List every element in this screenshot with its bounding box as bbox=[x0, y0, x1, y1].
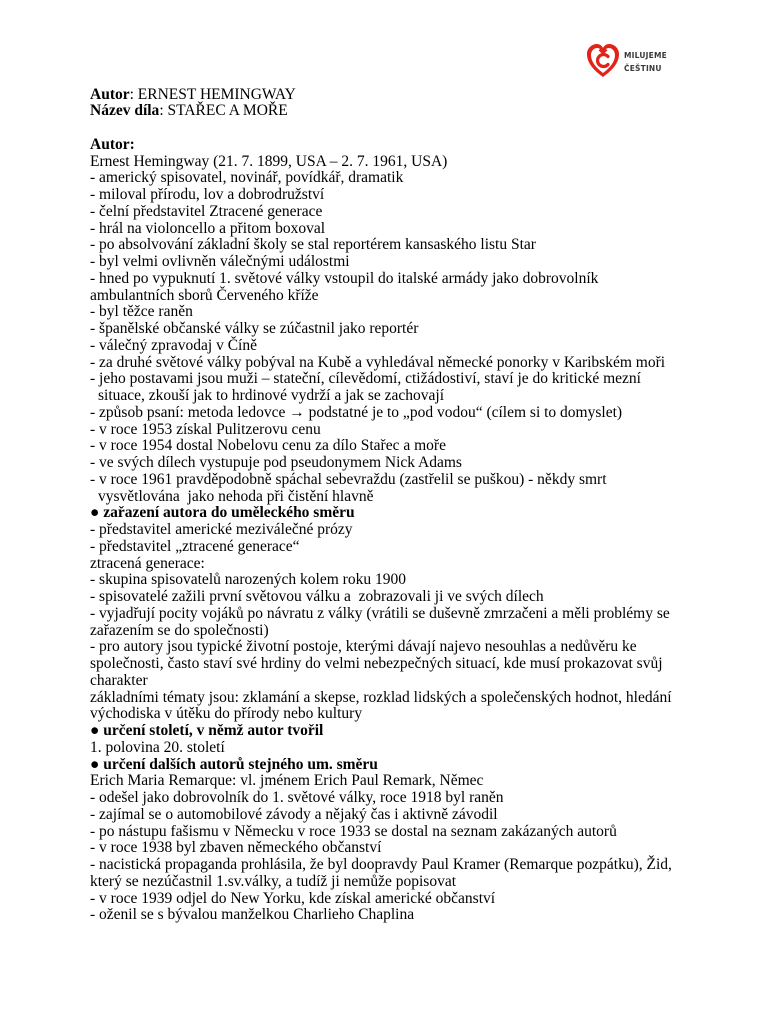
text-line: - v roce 1961 pravděpodobně spáchal sebevraždu (zastřelil se puškou) - někdy smrt bbox=[90, 470, 607, 488]
author-value: : ERNEST HEMINGWAY bbox=[129, 85, 296, 103]
text-line: - v roce 1939 odjel do New Yorku, kde získal americké občanství bbox=[90, 889, 496, 907]
text-line: - španělské občanské války se zúčastnil jako reportér bbox=[90, 320, 419, 338]
text-line: - po nástupu fašismu v Německu v roce 1933 se dostal na seznam zakázaných autorů bbox=[90, 822, 617, 840]
blank-line bbox=[90, 120, 730, 137]
text-line: - za druhé světové války pobýval na Kubě a vyhledával německé ponorky v Karibském moři bbox=[90, 353, 666, 371]
text-line: - v roce 1938 byl zbaven německého občanství bbox=[90, 839, 382, 857]
text-line: - miloval přírodu, lov a dobrodružství bbox=[90, 186, 325, 204]
title-label: Název díla bbox=[90, 102, 160, 120]
heart-logo-icon bbox=[586, 43, 620, 79]
text-line: - válečný zpravodaj v Číně bbox=[90, 336, 257, 354]
text-line: charakter bbox=[90, 671, 148, 689]
text-line: ztracená generace: bbox=[90, 554, 205, 572]
text-line: zařazením se do společnosti) bbox=[90, 621, 269, 639]
milujeme-cestinu-logo bbox=[586, 43, 696, 83]
text-line: - jeho postavami jsou muži – stateční, cílevědomí, ctižádostiví, staví je do kritické mezní bbox=[90, 370, 641, 388]
text-line: - čelní představitel Ztracené generace bbox=[90, 202, 323, 220]
text-line: - byl těžce raněn bbox=[90, 303, 193, 321]
text-line: - představitel „ztracené generace“ bbox=[90, 537, 300, 555]
text-line: - po absolvování základní školy se stal reportérem kansaského listu Star bbox=[90, 236, 536, 254]
text-line: - ve svých dílech vystupuje pod pseudonymem Nick Adams bbox=[90, 454, 462, 472]
section-heading: ● určení dalších autorů stejného um. směru bbox=[90, 755, 378, 773]
section-heading: ● zařazení autora do uměleckého směru bbox=[90, 504, 355, 522]
section-heading: ● určení století, v němž autor tvořil bbox=[90, 722, 324, 740]
text-line: - pro autory jsou typické životní postoje, kterými dávají najevo nesouhlas a nedůvěru ke bbox=[90, 638, 637, 656]
text-line: ambulantních sborů Červeného kříže bbox=[90, 286, 319, 304]
text-line: - spisovatelé zažili první světovou válku a zobrazovali ji ve svých dílech bbox=[90, 588, 544, 606]
document-page bbox=[90, 87, 730, 925]
text-line: - hrál na violoncello a přitom boxoval bbox=[90, 219, 326, 237]
text-line: - americký spisovatel, novinář, povídkář, dramatik bbox=[90, 169, 404, 187]
text-line: Erich Maria Remarque: vl. jménem Erich Paul Remark, Němec bbox=[90, 772, 484, 790]
logo-text-line2: ČEŠTINU bbox=[624, 64, 662, 73]
text-line: společnosti, často staví své hrdiny do velmi nebezpečných situací, kde musí prokazovat svůj bbox=[90, 655, 663, 673]
text-line: který se nezúčastnil 1.sv.války, a tudíž ji nemůže popisovat bbox=[90, 872, 457, 890]
text-line: vysvětlována jako nehoda při čistění hlavně bbox=[98, 487, 374, 505]
title-line bbox=[90, 103, 730, 120]
text-line: - vyjadřují pocity vojáků po návratu z války (vrátili se duševně zmrzačeni a měli problémy se bbox=[90, 604, 670, 622]
text-line: 1. polovina 20. století bbox=[90, 738, 225, 756]
logo-text-line1: MILUJEME bbox=[624, 51, 667, 60]
text-line: - oženil se s bývalou manželkou Charlieho Chaplina bbox=[90, 906, 415, 924]
text-line: - skupina spisovatelů narozených kolem roku 1900 bbox=[90, 571, 406, 589]
text-line: základními tématy jsou: zklamání a skepse, rozklad lidských a společenských hodnot, hledání bbox=[90, 688, 672, 706]
author-label: Autor bbox=[90, 85, 130, 103]
text-line: - zajímal se o automobilové závody a nějaký čas i aktivně závodil bbox=[90, 805, 498, 823]
text-line: východiska v útěku do přírody nebo kultury bbox=[90, 705, 363, 723]
text-line: - v roce 1953 získal Pulitzerovu cenu bbox=[90, 420, 321, 438]
text-line: - v roce 1954 dostal Nobelovu cenu za dílo Stařec a moře bbox=[90, 437, 446, 455]
text-line: - odešel jako dobrovolník do 1. světové války, roce 1918 byl raněn bbox=[90, 789, 504, 807]
text-line: - nacistická propaganda prohlásila, že byl doopravdy Paul Kramer (Remarque pozpátku), Žid, bbox=[90, 856, 672, 874]
text-line: - byl velmi ovlivněn válečnými událostmi bbox=[90, 253, 350, 271]
text-line: Ernest Hemingway (21. 7. 1899, USA – 2. 7. 1961, USA) bbox=[90, 152, 448, 170]
text-line: situace, zkouší jak to hrdinové vydrží a jak se zachovají bbox=[98, 387, 445, 405]
text-line: - způsob psaní: metoda ledovce → podstatné je to „pod vodou“ (cílem si to domyslet) bbox=[90, 403, 623, 421]
author-line bbox=[90, 87, 730, 104]
title-value: : STAŘEC A MOŘE bbox=[159, 102, 288, 120]
section-heading: Autor: bbox=[90, 135, 135, 153]
text-line: - hned po vypuknutí 1. světové války vstoupil do italské armády jako dobrovolník bbox=[90, 269, 599, 287]
text-line: - představitel americké meziválečné prózy bbox=[90, 521, 353, 539]
